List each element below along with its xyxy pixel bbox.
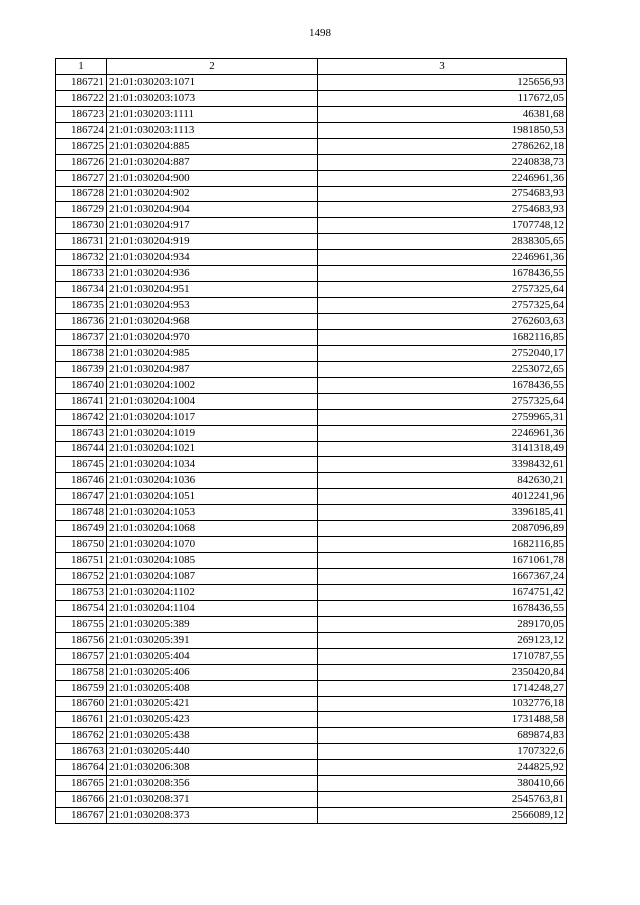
- table-row: [56, 664, 567, 680]
- cadastral-number-cell: 21:01:030204:1004: [107, 393, 318, 409]
- value-cell: 2246961,36: [318, 170, 567, 186]
- cadastral-number-cell: 21:01:030204:1021: [107, 441, 318, 457]
- value-cell: 1671061,78: [318, 553, 567, 569]
- value-cell: 2759965,31: [318, 409, 567, 425]
- table-row: [56, 425, 567, 441]
- row-number-cell: 186722: [56, 90, 107, 106]
- row-number-cell: 186725: [56, 138, 107, 154]
- cadastral-number-cell: 21:01:030204:1087: [107, 569, 318, 585]
- column-header-1: 1: [56, 59, 107, 75]
- row-number-cell: 186756: [56, 632, 107, 648]
- cadastral-number-cell: 21:01:030203:1071: [107, 74, 318, 90]
- table-row: [56, 202, 567, 218]
- value-cell: 3396185,41: [318, 505, 567, 521]
- cadastral-number-cell: 21:01:030204:1070: [107, 537, 318, 553]
- row-number-cell: 186738: [56, 345, 107, 361]
- table-row: [56, 808, 567, 824]
- cadastral-number-cell: 21:01:030204:934: [107, 250, 318, 266]
- cadastral-number-cell: 21:01:030205:408: [107, 680, 318, 696]
- cadastral-number-cell: 21:01:030204:917: [107, 218, 318, 234]
- table-row: [56, 90, 567, 106]
- row-number-cell: 186731: [56, 234, 107, 250]
- cadastral-number-cell: 21:01:030204:936: [107, 266, 318, 282]
- table-row: [56, 122, 567, 138]
- row-number-cell: 186751: [56, 553, 107, 569]
- table-row: [56, 648, 567, 664]
- value-cell: 2838305,65: [318, 234, 567, 250]
- table-row: [56, 505, 567, 521]
- table-row: [56, 345, 567, 361]
- table-row: [56, 409, 567, 425]
- cadastral-number-cell: 21:01:030204:1102: [107, 584, 318, 600]
- value-cell: 2240838,73: [318, 154, 567, 170]
- value-cell: 1678436,55: [318, 266, 567, 282]
- cadastral-number-cell: 21:01:030205:440: [107, 744, 318, 760]
- row-number-cell: 186749: [56, 521, 107, 537]
- row-number-cell: 186754: [56, 600, 107, 616]
- value-cell: 1714248,27: [318, 680, 567, 696]
- value-cell: 1731488,58: [318, 712, 567, 728]
- cadastral-number-cell: 21:01:030203:1073: [107, 90, 318, 106]
- value-cell: 1707748,12: [318, 218, 567, 234]
- table-header: [56, 59, 567, 75]
- row-number-cell: 186730: [56, 218, 107, 234]
- value-cell: 244825,92: [318, 760, 567, 776]
- cadastral-number-cell: 21:01:030204:1053: [107, 505, 318, 521]
- cadastral-number-cell: 21:01:030208:371: [107, 792, 318, 808]
- value-cell: 1981850,53: [318, 122, 567, 138]
- cadastral-number-cell: 21:01:030204:953: [107, 298, 318, 314]
- table-row: [56, 600, 567, 616]
- row-number-cell: 186757: [56, 648, 107, 664]
- value-cell: 2545763,81: [318, 792, 567, 808]
- value-cell: 2566089,12: [318, 808, 567, 824]
- cadastral-number-cell: 21:01:030204:985: [107, 345, 318, 361]
- row-number-cell: 186724: [56, 122, 107, 138]
- row-number-cell: 186734: [56, 282, 107, 298]
- value-cell: 125656,93: [318, 74, 567, 90]
- table-row: [56, 314, 567, 330]
- table-row: [56, 282, 567, 298]
- table-row: [56, 457, 567, 473]
- row-number-cell: 186766: [56, 792, 107, 808]
- cadastral-number-cell: 21:01:030204:1085: [107, 553, 318, 569]
- table-row: [56, 569, 567, 585]
- cadastral-number-cell: 21:01:030204:902: [107, 186, 318, 202]
- row-number-cell: 186746: [56, 473, 107, 489]
- value-cell: 1707322,6: [318, 744, 567, 760]
- page-number: 1498: [309, 27, 331, 39]
- table-row: [56, 776, 567, 792]
- row-number-cell: 186735: [56, 298, 107, 314]
- cadastral-number-cell: 21:01:030204:1036: [107, 473, 318, 489]
- value-cell: 1032776,18: [318, 696, 567, 712]
- cadastral-number-cell: 21:01:030204:1002: [107, 377, 318, 393]
- cadastral-number-cell: 21:01:030204:1051: [107, 489, 318, 505]
- cadastral-number-cell: 21:01:030203:1113: [107, 122, 318, 138]
- table-row: [56, 537, 567, 553]
- value-cell: 2087096,89: [318, 521, 567, 537]
- cadastral-number-cell: 21:01:030204:900: [107, 170, 318, 186]
- table-row: [56, 298, 567, 314]
- table-row: [56, 234, 567, 250]
- row-number-cell: 186729: [56, 202, 107, 218]
- column-header-2: 2: [107, 59, 318, 75]
- cadastral-number-cell: 21:01:030204:968: [107, 314, 318, 330]
- cadastral-number-cell: 21:01:030204:919: [107, 234, 318, 250]
- row-number-cell: 186765: [56, 776, 107, 792]
- cadastral-number-cell: 21:01:030208:356: [107, 776, 318, 792]
- value-cell: 1667367,24: [318, 569, 567, 585]
- row-number-cell: 186742: [56, 409, 107, 425]
- header-row: [56, 59, 567, 75]
- row-number-cell: 186748: [56, 505, 107, 521]
- table-row: [56, 696, 567, 712]
- table-row: [56, 584, 567, 600]
- table-row: [56, 361, 567, 377]
- value-cell: 1682116,85: [318, 537, 567, 553]
- cadastral-number-cell: 21:01:030204:1019: [107, 425, 318, 441]
- registry-table: [55, 58, 567, 824]
- row-number-cell: 186767: [56, 808, 107, 824]
- table-row: [56, 744, 567, 760]
- row-number-cell: 186723: [56, 106, 107, 122]
- value-cell: 2757325,64: [318, 298, 567, 314]
- table-row: [56, 632, 567, 648]
- table-row: [56, 489, 567, 505]
- value-cell: 2350420,84: [318, 664, 567, 680]
- value-cell: 46381,68: [318, 106, 567, 122]
- row-number-cell: 186758: [56, 664, 107, 680]
- row-number-cell: 186759: [56, 680, 107, 696]
- table-row: [56, 616, 567, 632]
- cadastral-number-cell: 21:01:030204:1068: [107, 521, 318, 537]
- row-number-cell: 186744: [56, 441, 107, 457]
- cadastral-number-cell: 21:01:030204:885: [107, 138, 318, 154]
- value-cell: 2757325,64: [318, 393, 567, 409]
- cadastral-number-cell: 21:01:030206:308: [107, 760, 318, 776]
- table-row: [56, 266, 567, 282]
- row-number-cell: 186726: [56, 154, 107, 170]
- row-number-cell: 186739: [56, 361, 107, 377]
- row-number-cell: 186732: [56, 250, 107, 266]
- cadastral-number-cell: 21:01:030205:404: [107, 648, 318, 664]
- row-number-cell: 186733: [56, 266, 107, 282]
- value-cell: 1682116,85: [318, 329, 567, 345]
- cadastral-number-cell: 21:01:030204:951: [107, 282, 318, 298]
- row-number-cell: 186747: [56, 489, 107, 505]
- cadastral-number-cell: 21:01:030205:391: [107, 632, 318, 648]
- cadastral-number-cell: 21:01:030204:1017: [107, 409, 318, 425]
- table-row: [56, 377, 567, 393]
- row-number-cell: 186761: [56, 712, 107, 728]
- table-row: [56, 250, 567, 266]
- value-cell: 2246961,36: [318, 425, 567, 441]
- value-cell: 1710787,55: [318, 648, 567, 664]
- value-cell: 842630,21: [318, 473, 567, 489]
- row-number-cell: 186750: [56, 537, 107, 553]
- table-row: [56, 170, 567, 186]
- table-row: [56, 553, 567, 569]
- row-number-cell: 186736: [56, 314, 107, 330]
- cadastral-number-cell: 21:01:030204:904: [107, 202, 318, 218]
- cadastral-number-cell: 21:01:030204:1104: [107, 600, 318, 616]
- cadastral-number-cell: 21:01:030204:1034: [107, 457, 318, 473]
- row-number-cell: 186737: [56, 329, 107, 345]
- value-cell: 1678436,55: [318, 377, 567, 393]
- value-cell: 3141318,49: [318, 441, 567, 457]
- table-row: [56, 680, 567, 696]
- value-cell: 2786262,18: [318, 138, 567, 154]
- value-cell: 117672,05: [318, 90, 567, 106]
- value-cell: 1678436,55: [318, 600, 567, 616]
- table-row: [56, 760, 567, 776]
- value-cell: 289170,05: [318, 616, 567, 632]
- row-number-cell: 186762: [56, 728, 107, 744]
- value-cell: 2762603,63: [318, 314, 567, 330]
- table-row: [56, 154, 567, 170]
- table-row: [56, 329, 567, 345]
- table-row: [56, 74, 567, 90]
- row-number-cell: 186760: [56, 696, 107, 712]
- table-row: [56, 712, 567, 728]
- value-cell: 2754683,93: [318, 202, 567, 218]
- cadastral-number-cell: 21:01:030205:406: [107, 664, 318, 680]
- table-row: [56, 106, 567, 122]
- row-number-cell: 186763: [56, 744, 107, 760]
- value-cell: 269123,12: [318, 632, 567, 648]
- value-cell: 689874,83: [318, 728, 567, 744]
- row-number-cell: 186727: [56, 170, 107, 186]
- cadastral-number-cell: 21:01:030205:421: [107, 696, 318, 712]
- table-row: [56, 138, 567, 154]
- row-number-cell: 186743: [56, 425, 107, 441]
- table-row: [56, 728, 567, 744]
- table-row: [56, 218, 567, 234]
- row-number-cell: 186755: [56, 616, 107, 632]
- row-number-cell: 186764: [56, 760, 107, 776]
- cadastral-number-cell: 21:01:030204:970: [107, 329, 318, 345]
- value-cell: 380410,66: [318, 776, 567, 792]
- cadastral-number-cell: 21:01:030205:438: [107, 728, 318, 744]
- table-row: [56, 393, 567, 409]
- value-cell: 1674751,42: [318, 584, 567, 600]
- table-row: [56, 792, 567, 808]
- table-row: [56, 441, 567, 457]
- value-cell: 2253072,65: [318, 361, 567, 377]
- column-header-3: 3: [318, 59, 567, 75]
- value-cell: 2246961,36: [318, 250, 567, 266]
- row-number-cell: 186753: [56, 584, 107, 600]
- value-cell: 2757325,64: [318, 282, 567, 298]
- value-cell: 2752040,17: [318, 345, 567, 361]
- row-number-cell: 186740: [56, 377, 107, 393]
- table-body: [56, 74, 567, 823]
- table-row: [56, 521, 567, 537]
- row-number-cell: 186752: [56, 569, 107, 585]
- cadastral-number-cell: 21:01:030208:373: [107, 808, 318, 824]
- value-cell: 4012241,96: [318, 489, 567, 505]
- table-row: [56, 473, 567, 489]
- table-row: [56, 186, 567, 202]
- cadastral-number-cell: 21:01:030205:389: [107, 616, 318, 632]
- row-number-cell: 186741: [56, 393, 107, 409]
- cadastral-number-cell: 21:01:030203:1111: [107, 106, 318, 122]
- value-cell: 3398432,61: [318, 457, 567, 473]
- cadastral-number-cell: 21:01:030204:887: [107, 154, 318, 170]
- row-number-cell: 186745: [56, 457, 107, 473]
- value-cell: 2754683,93: [318, 186, 567, 202]
- cadastral-number-cell: 21:01:030205:423: [107, 712, 318, 728]
- cadastral-number-cell: 21:01:030204:987: [107, 361, 318, 377]
- row-number-cell: 186728: [56, 186, 107, 202]
- row-number-cell: 186721: [56, 74, 107, 90]
